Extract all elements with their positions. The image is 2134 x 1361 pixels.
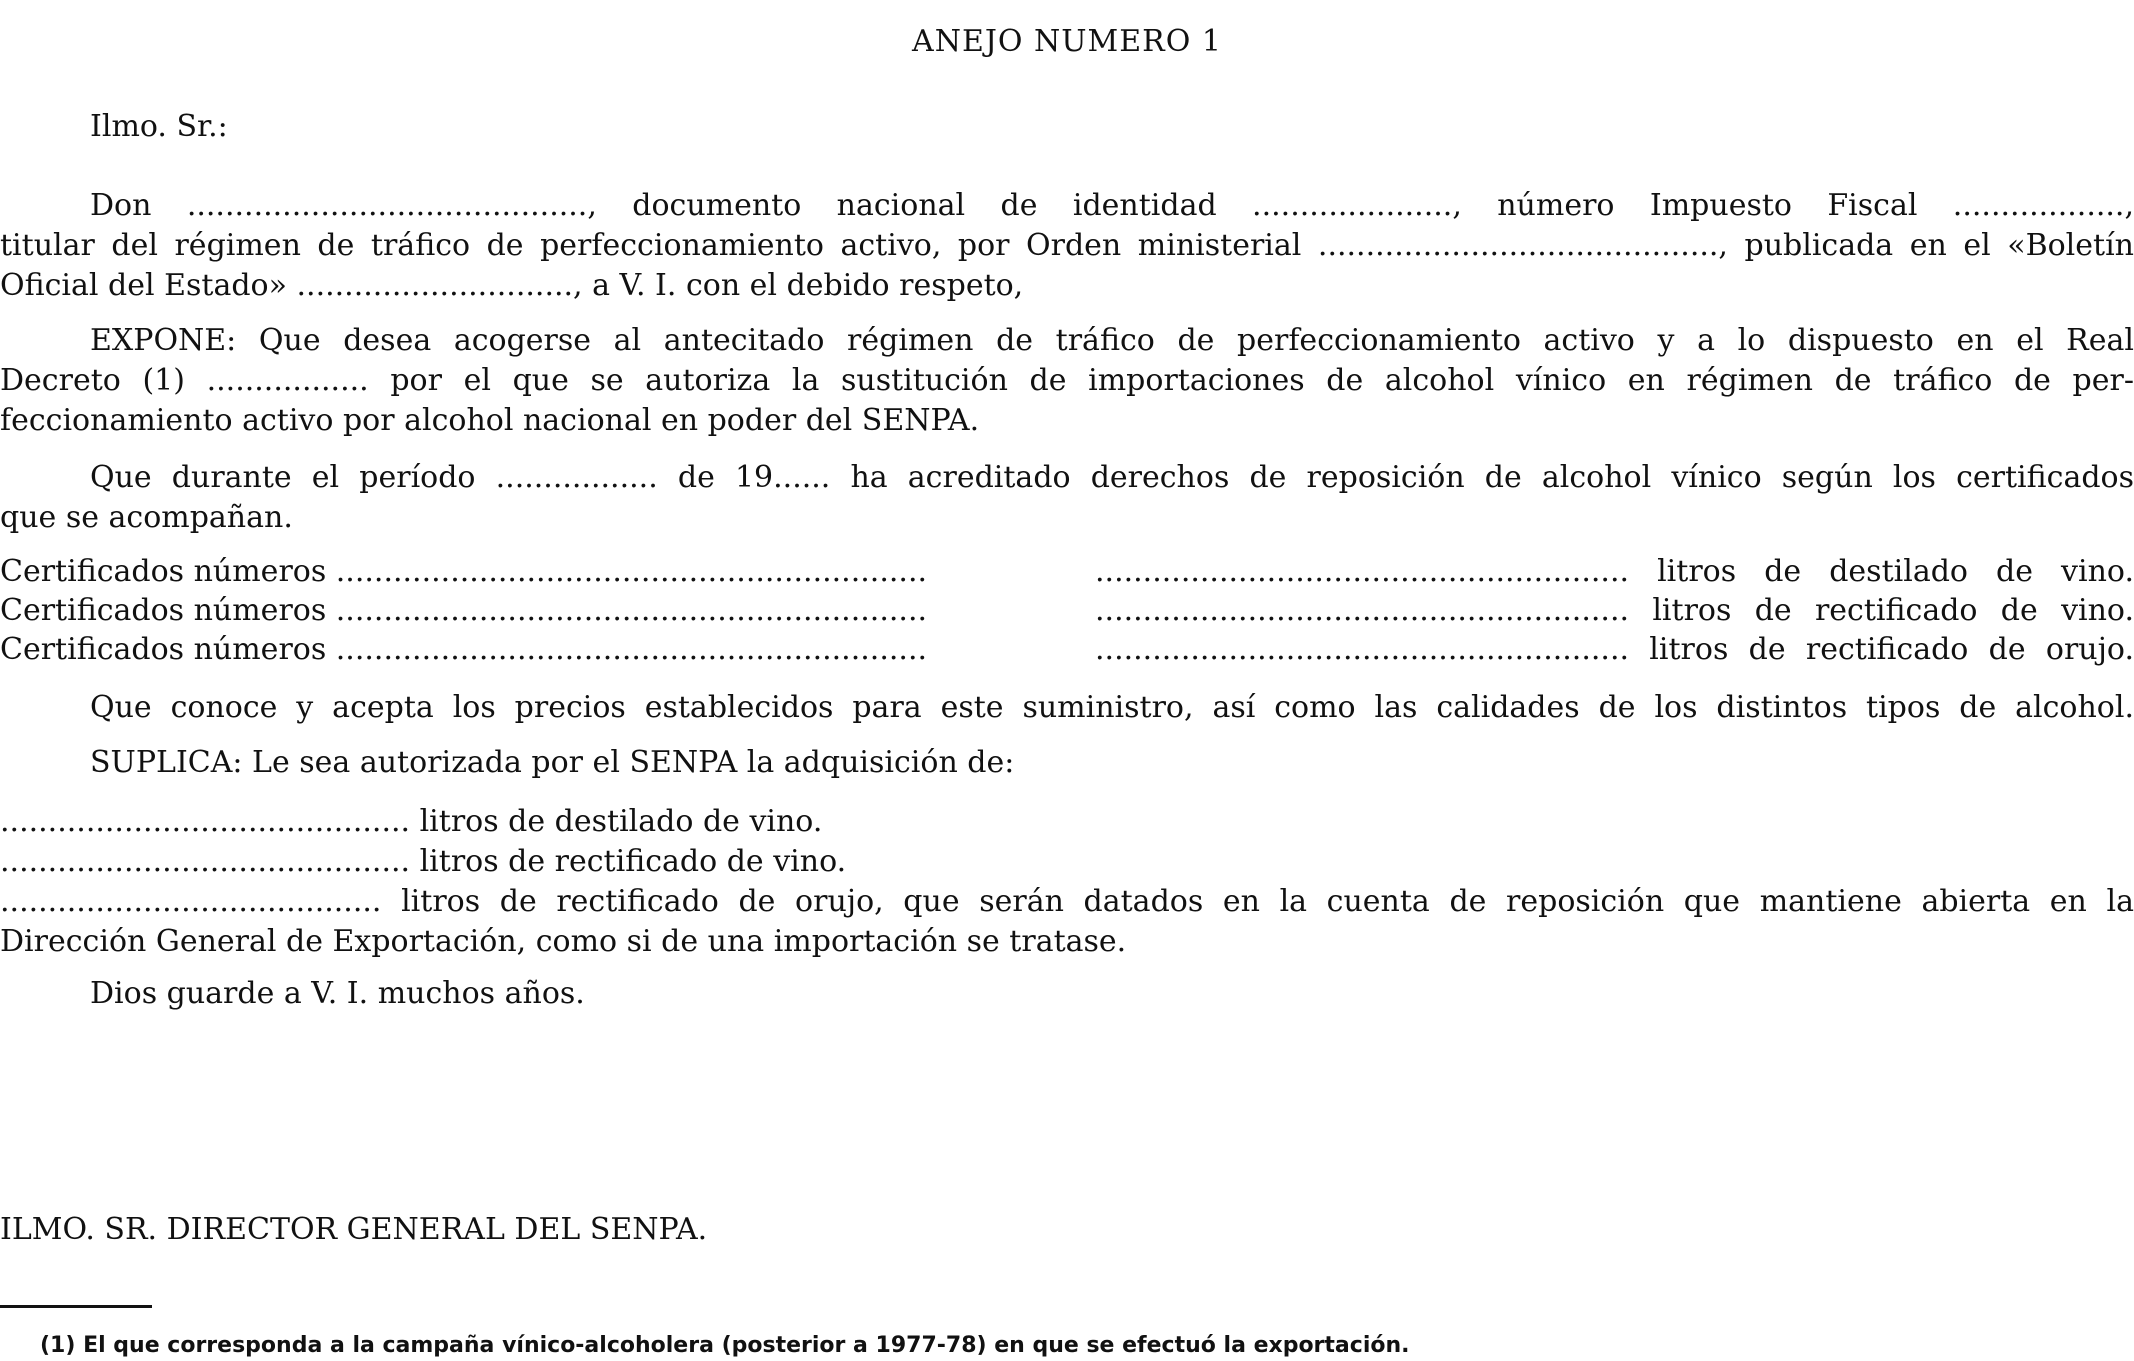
footnote: (1) El que corresponda a la campaña vínico-alcoholera (posterior a 1977-78) en que se efectuó la exportación.	[40, 1333, 1410, 1358]
annex-heading: ANEJO NUMERO 1	[912, 24, 1222, 59]
certificate-row	[0, 630, 2134, 670]
addressee: ILMO. SR. DIRECTOR GENERAL DEL SENPA.	[0, 1212, 708, 1247]
certificate-liters: ........................................................ litros de destilado de vino.	[1095, 554, 2134, 589]
request-item: ........................................... litros de destilado de vino.	[0, 804, 823, 839]
intro-line-2: titular del régimen de tráfico de perfeccionamiento activo, por Orden ministerial .........................................., publicada en el «Boletín	[0, 228, 2134, 263]
certificate-liters: ........................................................ litros de rectificado de vino.	[1095, 593, 2134, 628]
footnote-rule	[0, 1305, 152, 1308]
certificate-liters: ........................................................ litros de rectificado de orujo.	[1095, 632, 2134, 667]
suplica-paragraph: SUPLICA: Le sea autorizada por el SENPA la adquisición de:	[90, 745, 1015, 780]
expone-line-1: EXPONE: Que desea acogerse al antecitado régimen de tráfico de perfeccionamiento activo y a lo dispuesto en el Real	[90, 323, 2134, 358]
request-item: Dirección General de Exportación, como si de una importación se tratase.	[0, 924, 1127, 959]
certificate-numbers: Certificados números ..............................................................	[0, 593, 928, 628]
periodo-line-2: que se acompañan.	[0, 500, 293, 535]
certificate-numbers: Certificados números ..............................................................	[0, 632, 928, 667]
certificate-numbers: Certificados números ..............................................................	[0, 554, 928, 589]
expone-line-2: Decreto (1) ................. por el que se autoriza la sustitución de importaciones de alcohol vínico en régimen de tráfico de per-	[0, 363, 2134, 398]
request-item: ........................................... litros de rectificado de vino.	[0, 844, 847, 879]
request-item: ........................................ litros de rectificado de orujo, que serán datados en la cuenta de reposición que mantiene abierta en la	[0, 884, 2134, 919]
salutation: Ilmo. Sr.:	[90, 109, 228, 144]
intro-line-1: Don .........................................., documento nacional de identidad ....................., número Impuesto Fiscal ..................,	[90, 188, 2134, 223]
conoce-paragraph: Que conoce y acepta los precios establecidos para este suministro, así como las calidades de los distintos tipos de alcohol.	[90, 690, 2134, 725]
certificate-row	[0, 591, 2134, 631]
certificate-row	[0, 552, 2134, 592]
expone-line-3: feccionamiento activo por alcohol nacional en poder del SENPA.	[0, 403, 980, 438]
closing-formula: Dios guarde a V. I. muchos años.	[90, 976, 585, 1011]
periodo-line-1: Que durante el período ................. de 19...... ha acreditado derechos de reposición de alcohol vínico según los certificados	[90, 460, 2134, 495]
intro-line-3: Oficial del Estado» ............................., a V. I. con el debido respeto,	[0, 268, 1024, 303]
